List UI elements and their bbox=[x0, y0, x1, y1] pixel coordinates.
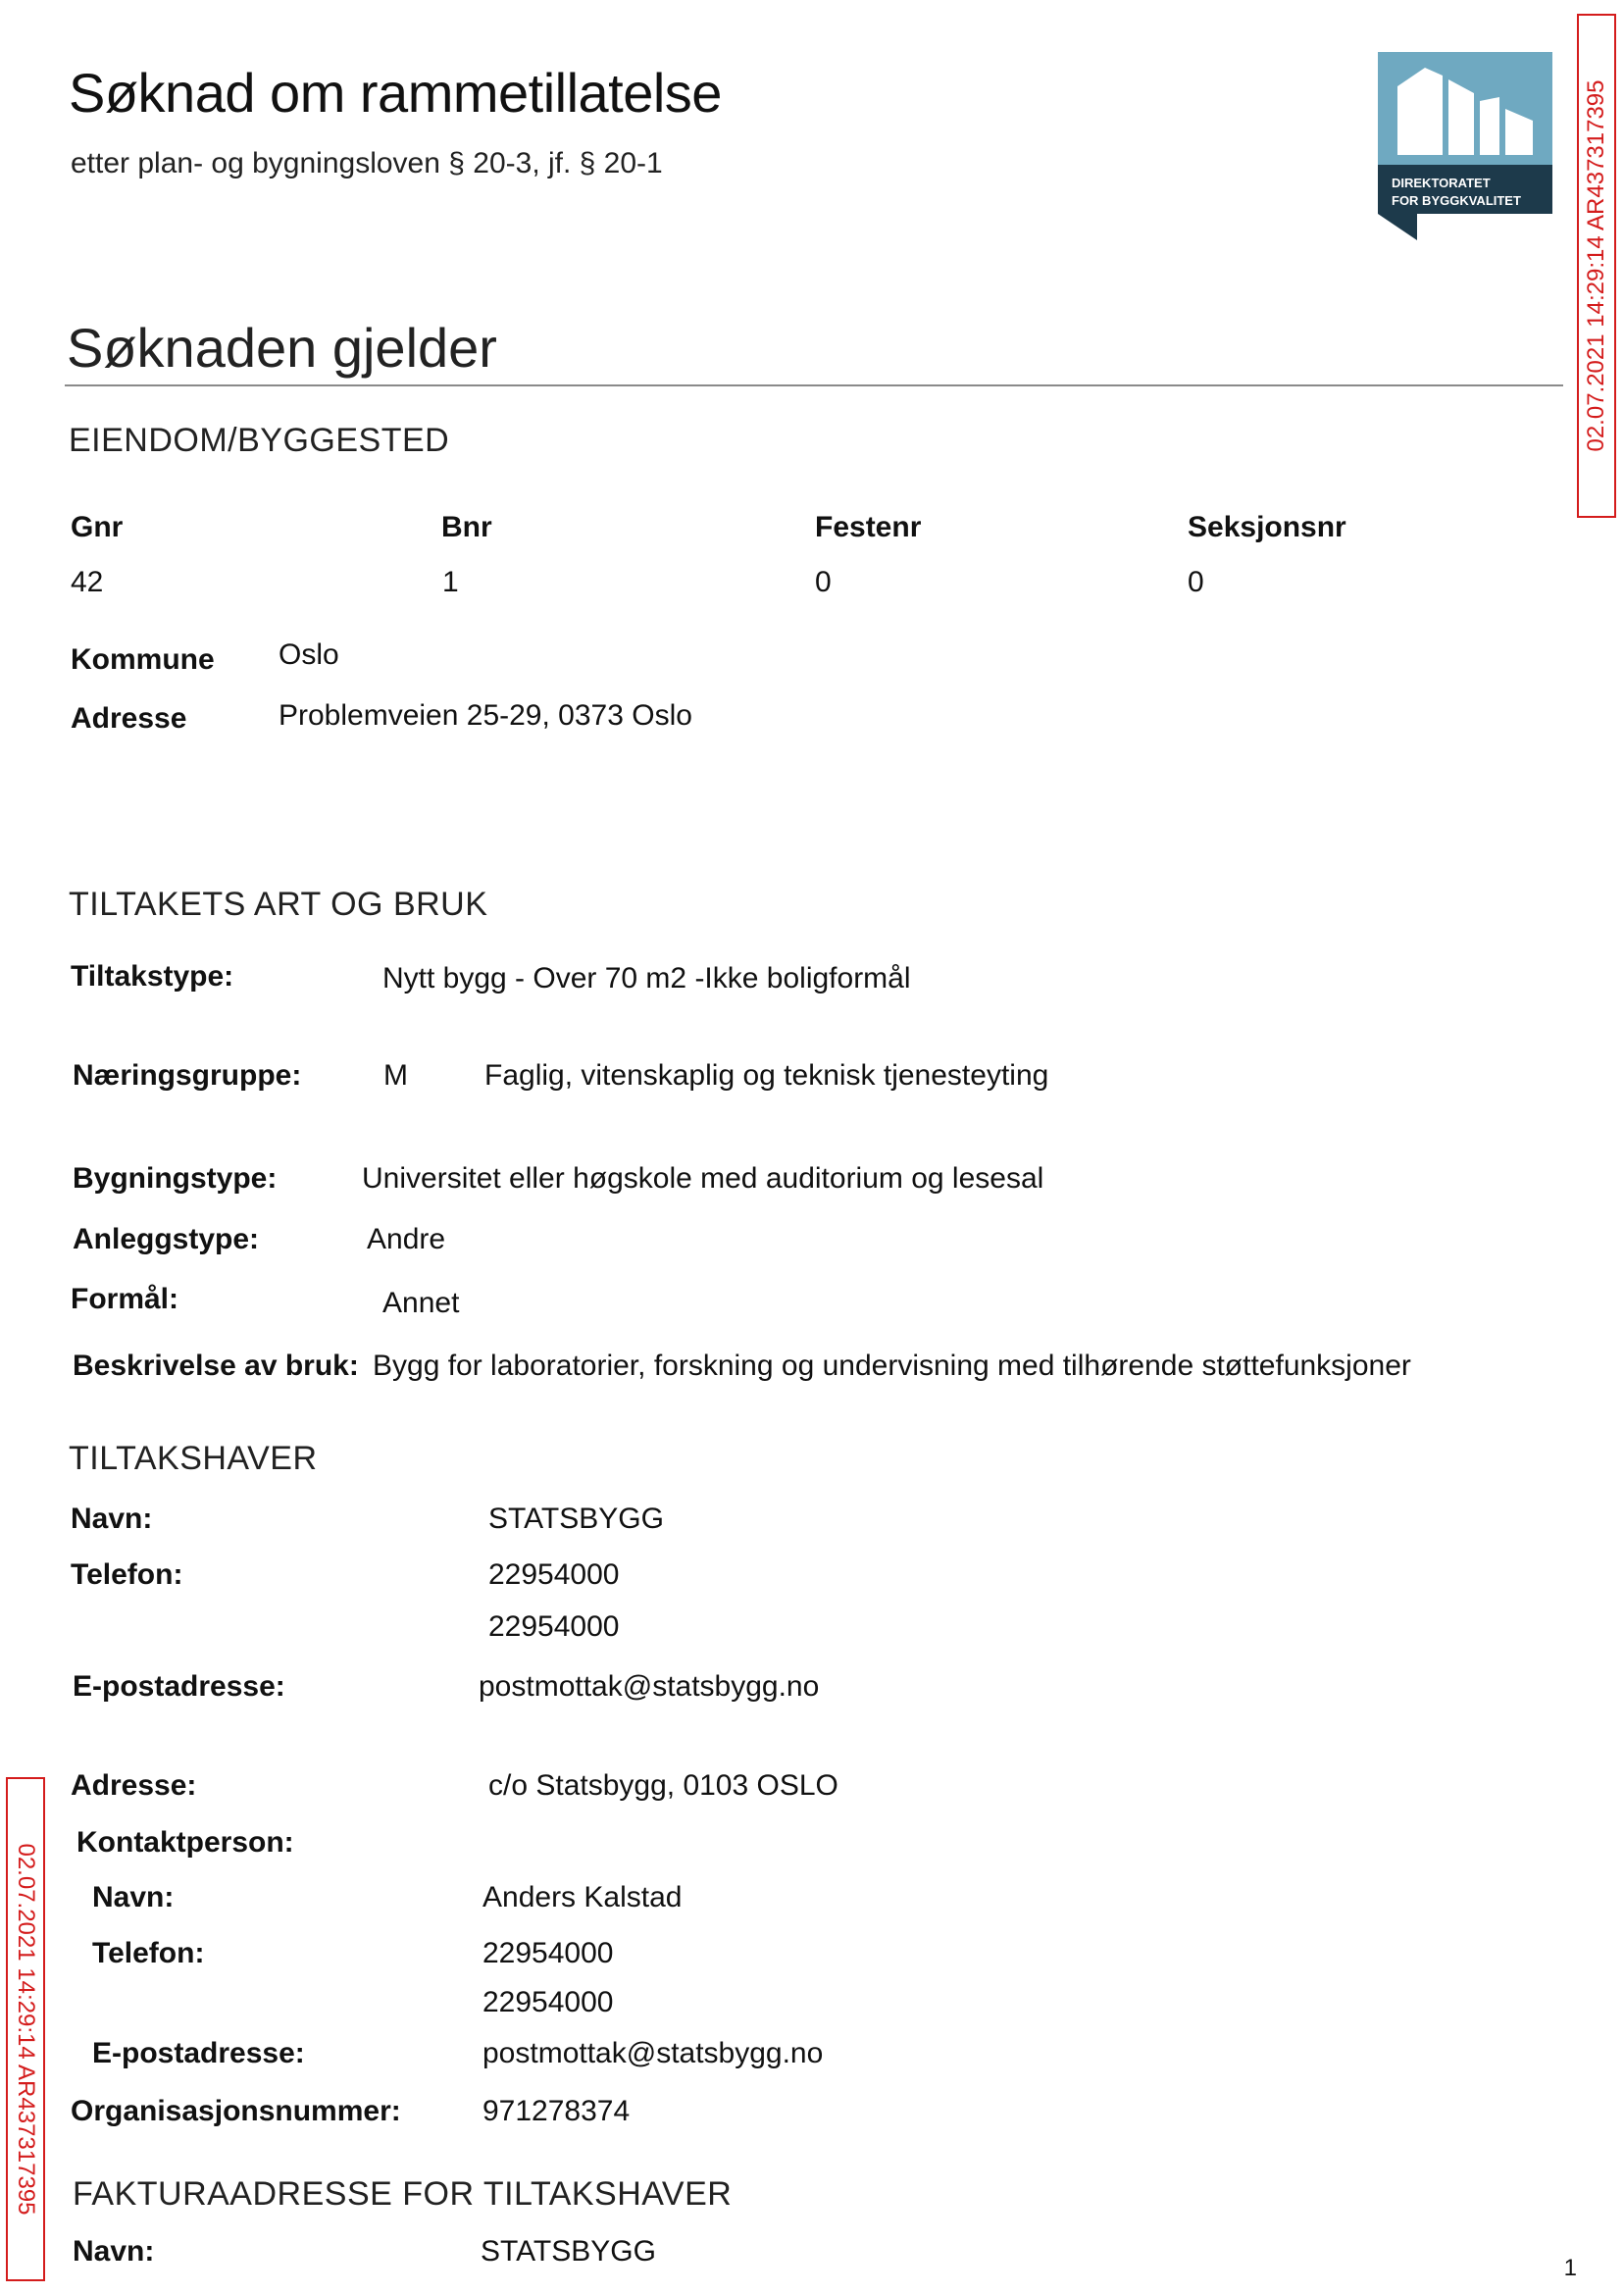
bnr-label: Bnr bbox=[441, 511, 492, 543]
kontaktperson-label: Kontaktperson: bbox=[76, 1826, 294, 1859]
anleggstype-label: Anleggstype: bbox=[73, 1223, 260, 1255]
bnr-value: 1 bbox=[442, 566, 459, 598]
kontaktperson-telefon-label: Telefon: bbox=[92, 1937, 205, 1969]
formaal-label: Formål: bbox=[71, 1283, 179, 1315]
document-subtitle: etter plan- og bygningsloven § 20-3, jf. § 20-1 bbox=[71, 147, 663, 179]
kontaktperson-epost-label: E-postadresse: bbox=[92, 2037, 305, 2069]
adresse-label: Adresse bbox=[71, 702, 187, 735]
naeringsgruppe-code: M bbox=[383, 1059, 408, 1092]
beskrivelse-label: Beskrivelse av bruk: bbox=[73, 1350, 359, 1382]
tiltakshaver-telefon-value-2: 22954000 bbox=[488, 1610, 620, 1643]
stamp-text: 02.07.2021 14:29:14 AR437317395 bbox=[1583, 79, 1609, 452]
kontaktperson-navn-value: Anders Kalstad bbox=[482, 1881, 683, 1913]
seksjonsnr-label: Seksjonsnr bbox=[1188, 511, 1346, 543]
gnr-value: 42 bbox=[71, 566, 104, 598]
archive-stamp-right bbox=[1577, 14, 1616, 518]
kontaktperson-navn-label: Navn: bbox=[92, 1881, 175, 1913]
faktura-navn-label: Navn: bbox=[73, 2235, 155, 2268]
tiltakshaver-epost-label: E-postadresse: bbox=[73, 1670, 285, 1703]
heading-divider bbox=[65, 384, 1563, 386]
naeringsgruppe-label: Næringsgruppe: bbox=[73, 1059, 302, 1092]
beskrivelse-value: Bygg for laboratorier, forskning og undervisning med tilhørende støttefunksjoner bbox=[373, 1350, 1411, 1382]
main-heading: Søknaden gjelder bbox=[67, 317, 497, 379]
festenr-value: 0 bbox=[815, 566, 832, 598]
organisasjonsnummer-label: Organisasjonsnummer: bbox=[71, 2095, 401, 2127]
building-logo-icon bbox=[1378, 52, 1552, 240]
tiltakshaver-navn-value: STATSBYGG bbox=[488, 1503, 664, 1535]
kontaktperson-telefon-value-1: 22954000 bbox=[482, 1937, 614, 1969]
organisasjonsnummer-value: 971278374 bbox=[482, 2095, 631, 2127]
adresse-value: Problemveien 25-29, 0373 Oslo bbox=[279, 699, 692, 732]
bygningstype-value: Universitet eller høgskole med auditorium og lesesal bbox=[362, 1162, 1044, 1195]
tiltakstype-label: Tiltakstype: bbox=[71, 960, 234, 993]
kommune-value: Oslo bbox=[279, 638, 339, 671]
tiltakshaver-navn-label: Navn: bbox=[71, 1503, 153, 1535]
kontaktperson-telefon-value-2: 22954000 bbox=[482, 1986, 614, 2018]
dibk-logo bbox=[1378, 52, 1552, 240]
tiltakshaver-epost-value: postmottak@statsbygg.no bbox=[479, 1670, 820, 1703]
tiltakstype-value: Nytt bygg - Over 70 m2 -Ikke boligformål bbox=[382, 962, 911, 994]
seksjonsnr-value: 0 bbox=[1188, 566, 1204, 598]
anleggstype-value: Andre bbox=[367, 1223, 446, 1255]
stamp-text: 02.07.2021 14:29:14 AR437317395 bbox=[13, 1843, 39, 2216]
tiltakshaver-telefon-label: Telefon: bbox=[71, 1558, 183, 1591]
document-title: Søknad om rammetillatelse bbox=[69, 62, 722, 124]
kommune-label: Kommune bbox=[71, 643, 215, 676]
section-title-eiendom: EIENDOM/BYGGESTED bbox=[69, 422, 450, 459]
festenr-label: Festenr bbox=[815, 511, 922, 543]
gnr-label: Gnr bbox=[71, 511, 124, 543]
formaal-value: Annet bbox=[382, 1287, 460, 1319]
tiltakshaver-adresse-value: c/o Statsbygg, 0103 OSLO bbox=[488, 1769, 838, 1802]
logo-text-line1: DIREKTORATET bbox=[1392, 176, 1491, 190]
kontaktperson-epost-value: postmottak@statsbygg.no bbox=[482, 2037, 824, 2069]
tiltakshaver-telefon-value-1: 22954000 bbox=[488, 1558, 620, 1591]
section-title-tiltakshaver: TILTAKSHAVER bbox=[69, 1440, 318, 1477]
tiltakshaver-adresse-label: Adresse: bbox=[71, 1769, 197, 1802]
section-title-tiltak: TILTAKETS ART OG BRUK bbox=[69, 886, 488, 923]
section-title-faktura: FAKTURAADRESSE FOR TILTAKSHAVER bbox=[73, 2175, 733, 2213]
archive-stamp-left bbox=[6, 1777, 45, 2281]
page-number: 1 bbox=[1563, 2255, 1577, 2281]
faktura-navn-value: STATSBYGG bbox=[481, 2235, 656, 2268]
logo-text-line2: FOR BYGGKVALITET bbox=[1392, 193, 1521, 208]
naeringsgruppe-value: Faglig, vitenskaplig og teknisk tjenesteyting bbox=[484, 1059, 1049, 1092]
bygningstype-label: Bygningstype: bbox=[73, 1162, 278, 1195]
